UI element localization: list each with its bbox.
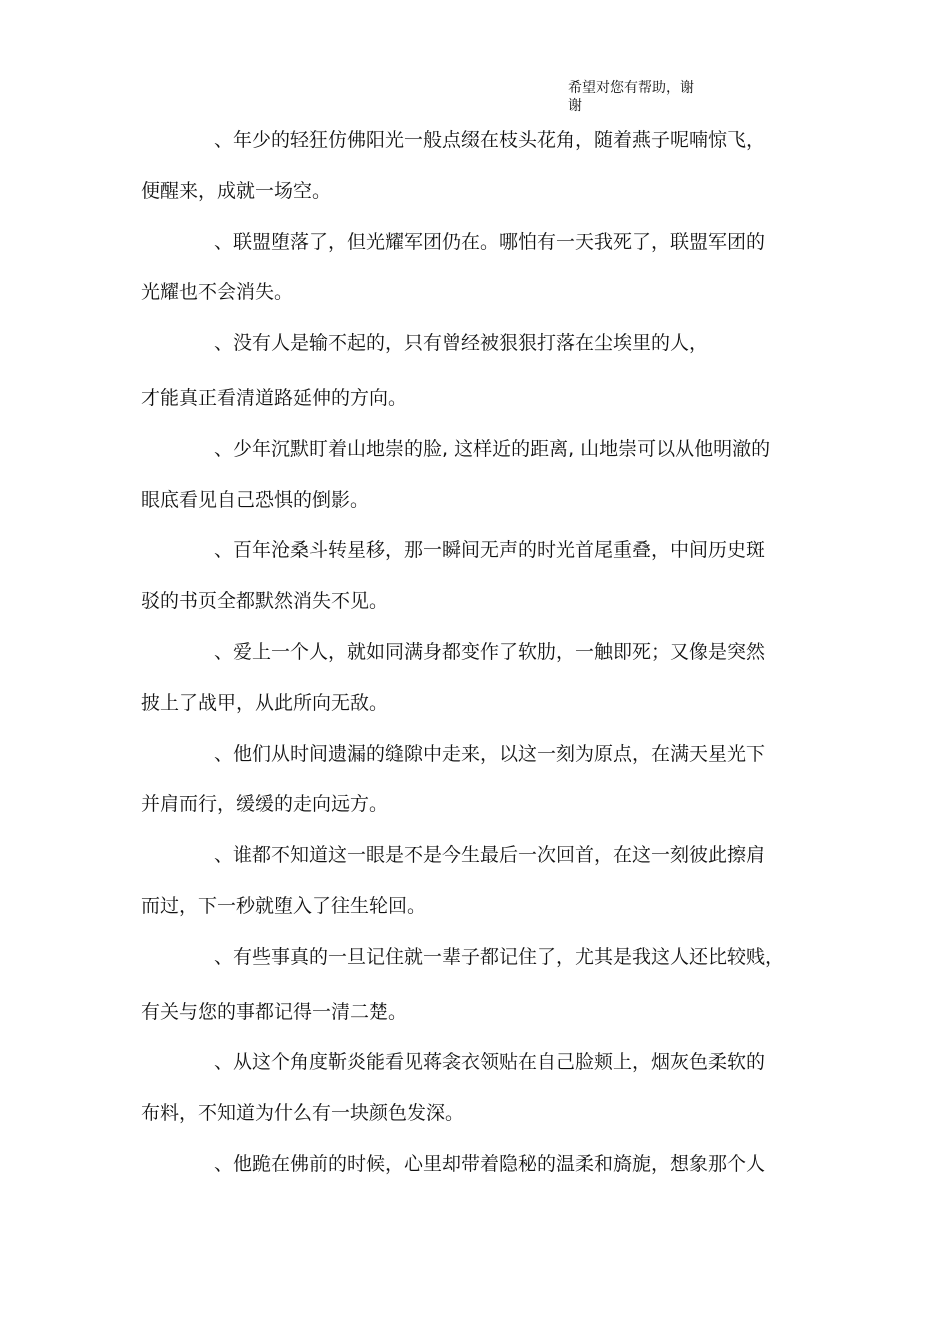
paragraph-7-line-1: 、他们从时间遗漏的缝隙中走来，以这一刻为原点，在满天星光下 bbox=[214, 742, 766, 765]
header-note-line-2: 谢 bbox=[568, 98, 582, 114]
paragraph-7-line-2: 并肩而行，缓缓的走向远方。 bbox=[141, 793, 389, 816]
paragraph-4-line-2: 眼底看见自己恐惧的倒影。 bbox=[141, 488, 370, 511]
paragraph-4-line-1: 、少年沉默盯着山地崇的脸, 这样近的距离, 山地崇可以从他明澈的 bbox=[214, 437, 771, 460]
paragraph-1-line-2: 便醒来，成就一场空。 bbox=[141, 179, 332, 202]
paragraph-8-line-2: 而过，下一秒就堕入了往生轮回。 bbox=[141, 894, 427, 917]
paragraph-2-line-2: 光耀也不会消失。 bbox=[141, 281, 294, 304]
paragraph-5-line-2: 驳的书页全都默然消失不见。 bbox=[141, 590, 389, 613]
paragraph-6-line-1: 、爱上一个人，就如同满身都变作了软肋，一触即死；又像是突然 bbox=[214, 640, 766, 663]
paragraph-3-line-1: 、没有人是输不起的，只有曾经被狠狠打落在尘埃里的人， bbox=[214, 332, 709, 355]
paragraph-8-line-1: 、谁都不知道这一眼是不是今生最后一次回首，在这一刻彼此擦肩 bbox=[214, 844, 766, 867]
paragraph-10-line-2: 布料，不知道为什么有一块颜色发深。 bbox=[141, 1102, 465, 1125]
paragraph-9-line-2: 有关与您的事都记得一清二楚。 bbox=[141, 1000, 408, 1023]
paragraph-3-line-2: 才能真正看清道路延伸的方向。 bbox=[141, 386, 408, 409]
paragraph-5-line-1: 、百年沧桑斗转星移，那一瞬间无声的时光首尾重叠，中间历史斑 bbox=[214, 539, 766, 562]
paragraph-9-line-1: 、有些事真的一旦记住就一辈子都记住了，尤其是我这人还比较贱， bbox=[214, 945, 785, 968]
paragraph-1-line-1: 、年少的轻狂仿佛阳光一般点缀在枝头花角，随着燕子呢喃惊飞， bbox=[214, 129, 766, 151]
paragraph-6-line-2: 披上了战甲，从此所向无敌。 bbox=[141, 691, 389, 714]
paragraph-2-line-1: 、联盟堕落了，但光耀军团仍在。哪怕有一天我死了，联盟军团的 bbox=[214, 230, 766, 253]
header-note-line-1: 希望对您有帮助，谢 bbox=[568, 80, 694, 96]
header-note bbox=[568, 79, 718, 115]
body-text bbox=[141, 115, 811, 1190]
paragraph-11-line-1: 、他跪在佛前的时候，心里却带着隐秘的温柔和旖旎，想象那个人 bbox=[214, 1152, 766, 1175]
paragraph-10-line-1: 、从这个角度靳炎能看见蒋衾衣领贴在自己脸颊上，烟灰色柔软的 bbox=[214, 1051, 766, 1074]
